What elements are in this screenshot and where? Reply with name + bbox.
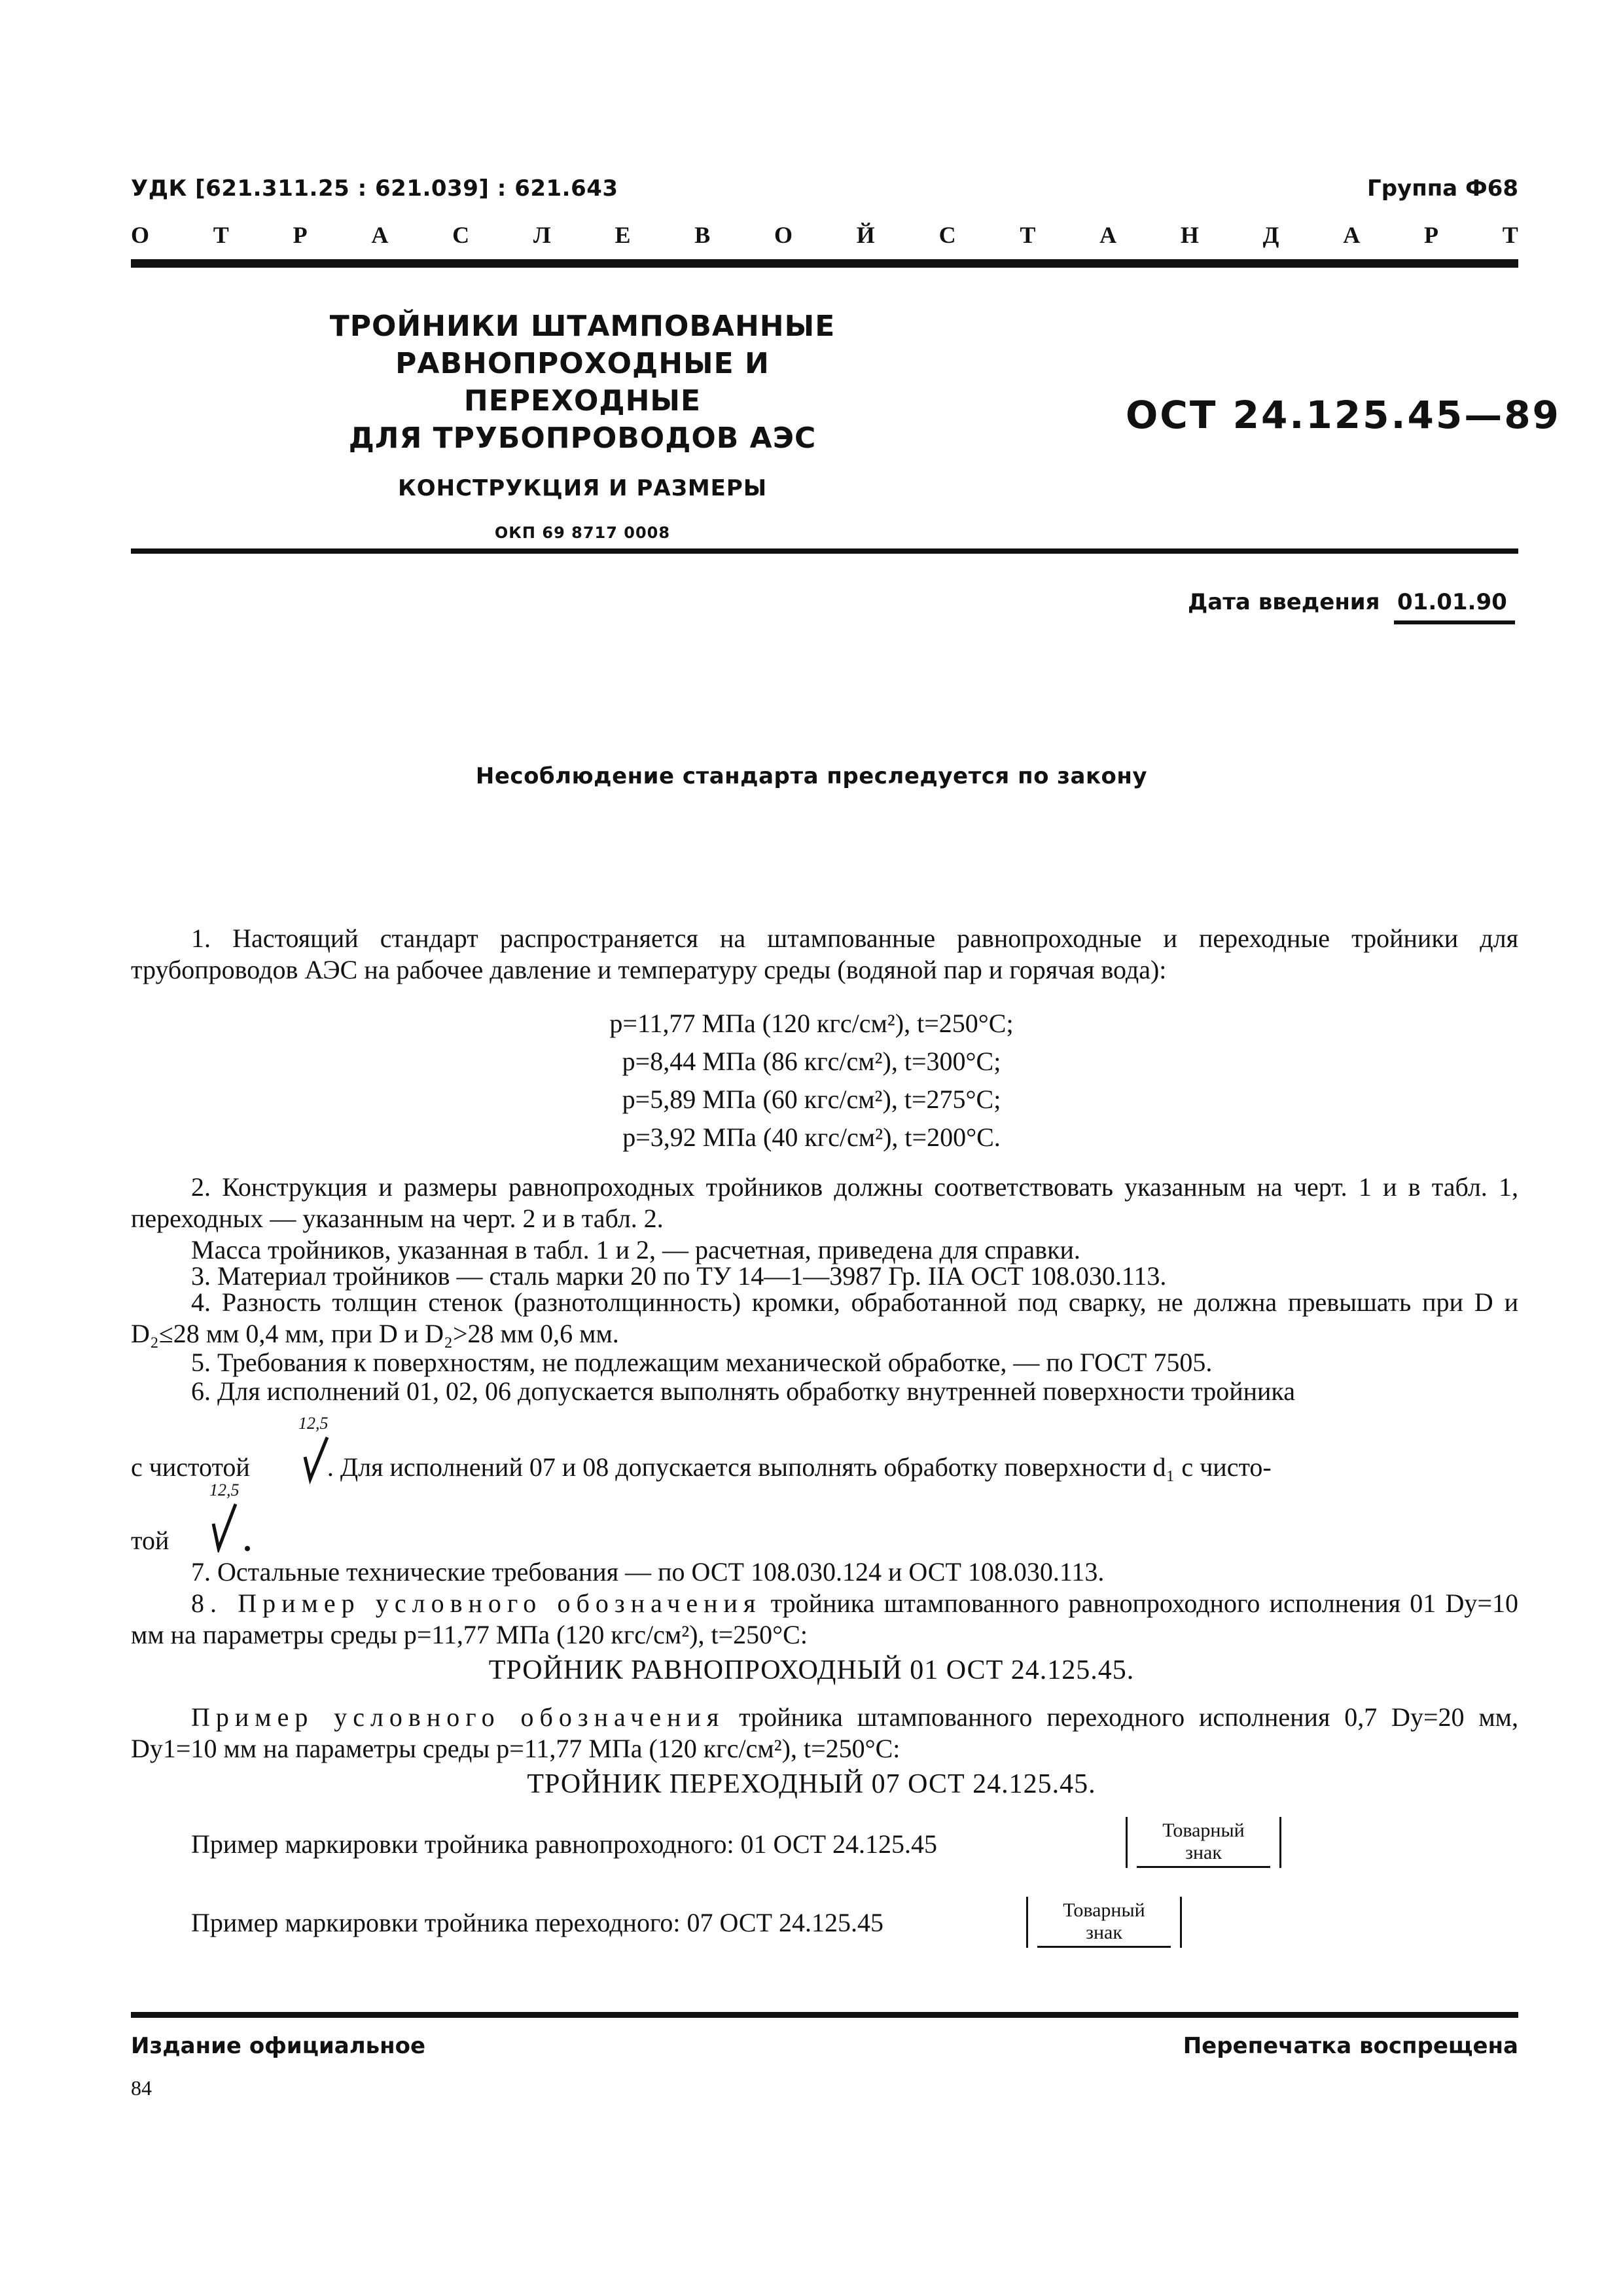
branch-letter: Е [615, 222, 631, 248]
page-number: 84 [131, 2076, 152, 2100]
subtitle: КОНСТРУКЦИЯ И РАЗМЕРЫ [397, 475, 768, 501]
paragraph-3: 3. Материал тройников — сталь марки 20 по ТУ 14—1—3987 Гр. IIА ОСТ 108.030.113. [191, 1261, 1167, 1291]
branch-letter: А [371, 222, 389, 248]
trademark-underline [1137, 1866, 1270, 1868]
formula-line: p=5,89 МПа (60 кгс/см²), t=275°C; [622, 1085, 1001, 1114]
trademark-text [1028, 1899, 1180, 1944]
branch-letter: С [452, 222, 470, 248]
example-designation-1: ТРОЙНИК РАВНОПРОХОДНЫЙ 01 ОСТ 24.125.45. [488, 1655, 1135, 1685]
group-code: Группа Ф68 [1367, 175, 1518, 202]
branch-letter: А [1343, 222, 1361, 248]
udk-code: УДК [621.311.25 : 621.039] : 621.643 [131, 175, 618, 202]
trademark-line-2: знак [1086, 1922, 1122, 1943]
branch-letter: Т [1020, 222, 1036, 248]
paragraph-6-line-2 [131, 1452, 1518, 1483]
trademark-line-1: Товарный [1063, 1899, 1145, 1921]
trademark-underline [1037, 1946, 1171, 1948]
paragraph-5: 5. Требования к поверхностям, не подлежащим механической обработке, — по ГОСТ 7505. [191, 1348, 1213, 1377]
example-lead: Пример условного обозначения [191, 1702, 725, 1732]
branch-letter: Л [533, 222, 551, 248]
reprint-note: Перепечатка воспрещена [1183, 2033, 1518, 2059]
paragraph-7: 7. Остальные технические требования — по ОСТ 108.030.124 и ОСТ 108.030.113. [191, 1557, 1105, 1587]
branch-letter: О [131, 222, 150, 248]
branch-letter: Р [293, 222, 308, 248]
law-notice: Несоблюдение стандарта преследуется по закону [475, 763, 1148, 789]
marking-example-2: Пример маркировки тройника переходного: 07 ОСТ 24.125.45 [191, 1908, 883, 1937]
branch-letter: Т [213, 222, 229, 248]
header-rule [131, 259, 1518, 268]
footer-rule [131, 2012, 1518, 2018]
date-underline [1394, 620, 1515, 624]
roughness-value: 12,5 [209, 1480, 240, 1499]
formula-line: p=8,44 МПа (86 кгс/см²), t=300°C; [622, 1047, 1001, 1076]
branch-letter: Н [1180, 222, 1199, 248]
trademark-box [1126, 1817, 1281, 1868]
title-line: ДЛЯ ТРУБОПРОВОДОВ АЭС [348, 422, 817, 455]
standard-designation: ОСТ 24.125.45—89 [1126, 393, 1561, 437]
example-designation-2: ТРОЙНИК ПЕРЕХОДНЫЙ 07 ОСТ 24.125.45. [527, 1769, 1096, 1799]
title-line: РАВНОПРОХОДНЫЕ И ПЕРЕХОДНЫЕ [395, 347, 770, 418]
branch-letter: Д [1262, 222, 1279, 248]
title-line: ТРОЙНИКИ ШТАМПОВАННЫЕ [329, 310, 836, 343]
okp-code: ОКП 69 8717 0008 [494, 524, 671, 542]
paragraph-6: 6. Для исполнений 01, 02, 06 допускается выполнять обработку внутренней поверхности тройника [191, 1376, 1296, 1406]
roughness-text-after: . Для исполнений 07 и 08 допускается выполнять обработку поверхности d₁ с чисто- [327, 1452, 1272, 1482]
date-label: Дата введения [1188, 589, 1380, 615]
title-block [288, 308, 877, 542]
edition-note: Издание официальное [131, 2033, 426, 2059]
branch-letter: О [774, 222, 793, 248]
marking-example-1: Пример маркировки тройника равнопроходного: 01 ОСТ 24.125.45 [191, 1829, 938, 1859]
date-value: 01.01.90 [1397, 589, 1507, 615]
example-lead: 8. Пример условного обозначения [191, 1588, 762, 1618]
trademark-line-2: знак [1185, 1842, 1222, 1863]
trademark-box [1026, 1897, 1182, 1948]
paragraph-2: 2. Конструкция и размеры равнопроходных тройников должны соответствовать указанным на черт. 1 и в табл. 1, переходных — указанным на черт. 2 и в табл. 2. [131, 1172, 1518, 1233]
branch-letter: С [938, 222, 956, 248]
paragraph-1: 1. Настоящий стандарт распространяется на штампованные равнопроходные и переходные тройники для трубопроводов АЭС на рабочее давление и температуру среды (водяной пар и горячая вода): [131, 924, 1518, 984]
paragraph-9 [131, 1702, 1518, 1765]
branch-letter: Й [856, 222, 875, 248]
branch-letter: Р [1423, 222, 1438, 248]
paragraph-6-line-3: той [131, 1526, 169, 1555]
paragraph-2-mass: Масса тройников, указанная в табл. 1 и 2, — расчетная, приведена для справки. [191, 1235, 1080, 1265]
formula-line: p=11,77 МПа (120 кгс/см²), t=250°C; [609, 1009, 1014, 1038]
example-rest: тройника штампованного равнопроходного исполнения 01 Dу=10 мм на параметры среды p=11,77 МПа (120 кгс/см²), t=250°C: [131, 1588, 1518, 1649]
formula-line: p=3,92 МПа (40 кгс/см²), t=200°C. [622, 1122, 1001, 1152]
title-rule [131, 548, 1518, 554]
paragraph-4: 4. Разность толщин стенок (разнотолщинность) кромки, обработанной под сварку, не должна превышать при D и D₂≤28 мм 0,4 мм, при D и D₂>28 мм 0,6 мм. [131, 1287, 1518, 1348]
trademark-line-1: Товарный [1162, 1820, 1245, 1841]
branch-standard-heading [131, 221, 1518, 249]
trademark-text [1128, 1820, 1279, 1864]
branch-letter: А [1099, 222, 1117, 248]
paragraph-8 [131, 1588, 1518, 1651]
branch-letter: Т [1502, 222, 1518, 248]
roughness-text-before: с чистотой [131, 1452, 250, 1482]
branch-letter: В [694, 222, 711, 248]
example-rest: тройника штампованного переходного исполнения 0,7 Dу=20 мм, Dу1=10 мм на параметры среды p=11,77 МПа (120 кгс/см²), t=250°C: [131, 1702, 1518, 1763]
roughness-value: 12,5 [298, 1414, 329, 1433]
